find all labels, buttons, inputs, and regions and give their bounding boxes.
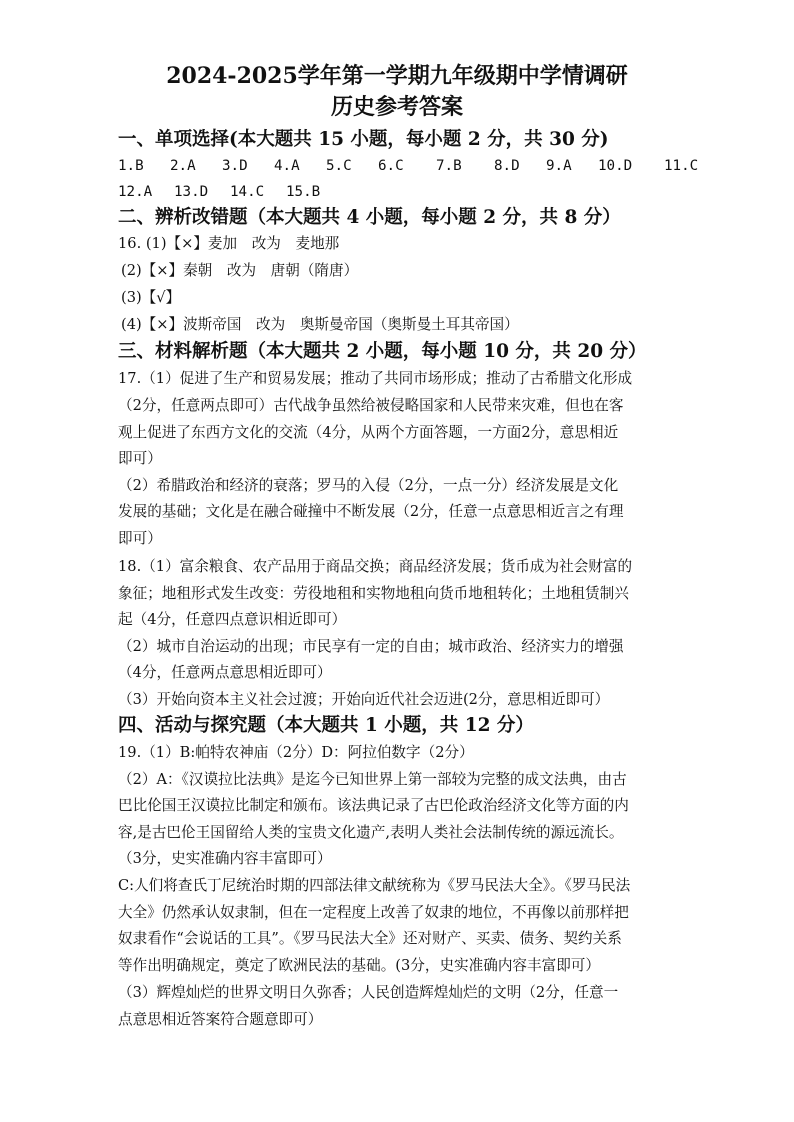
section4-line: （3分，史实准确内容丰富即可） [118,850,332,867]
section4-line: （2）A：《汉谟拉比法典》是迄今已知世界上第一部较为完整的成文法典，由古 [118,771,627,788]
section4-line: 点意思相近答案符合题意即可） [118,1011,323,1028]
section3-line: 观上促进了东西方文化的交流（4分，从两个方面答题，一方面2分，意思相近 [118,424,619,441]
section4-line: 大全》仍然承认奴隶制，但在一定程度上改善了奴隶的地位，不再像以前那样把 [118,904,629,921]
section3-line: （3）开始向资本主义社会过渡；开始向近代社会迈进(2分，意思相近即可） [118,691,610,708]
answer-item: 1.B [118,158,144,174]
answer-item: 11.C [664,158,699,174]
answer-item: 4.A [274,158,300,174]
section3-line: 象征；地租形式发生改变：劳役地租和实物地租向货币地租转化；土地租赁制兴 [118,585,629,602]
answer-item: 7.B [436,158,462,174]
section3-line: 发展的基础；文化是在融合碰撞中不断发展（2分，任意一点意思相近言之有理 [118,503,624,520]
answer-item: 5.C [326,158,352,174]
section3-line: 18.（1）富余粮食、农产品用于商品交换；商品经济发展；货币成为社会财富的 [118,558,633,575]
section3-line: （2）城市自治运动的出现；市民享有一定的自由；城市政治、经济实力的增强 [118,638,624,655]
section2-line: (4)【×】波斯帝国 改为 奥斯曼帝国（奥斯曼土耳其帝国） [121,316,519,333]
section4-heading: 四、活动与探究题（本大题共 1 小题，共 12 分） [118,715,534,736]
answers-row-2 [118,182,342,202]
section3-line: （4分，任意两点意思相近即可） [118,664,332,681]
section4-line: （3）辉煌灿烂的世界文明日久弥香；人民创造辉煌灿烂的文明（2分，任意一 [118,984,619,1001]
section2-line: 16. (1)【×】麦加 改为 麦地那 [118,235,340,252]
section2-heading: 二、辨析改错题（本大题共 4 小题，每小题 2 分，共 8 分） [118,207,621,228]
section3-line: 即可） [118,450,162,467]
section2-line: (3)【√】 [121,289,181,306]
section4-line: 容,是古巴伦王国留给人类的宝贵文化遗产,表明人类社会法制传统的源远流长。 [118,824,624,841]
section3-line: 17.（1）促进了生产和贸易发展；推动了共同市场形成；推动了古希腊文化形成 [118,370,633,387]
section3-heading: 三、材料解析题（本大题共 2 小题，每小题 10 分，共 20 分） [118,341,647,362]
section4-line: 等作出明确规定，奠定了欧洲民法的基础。(3分，史实准确内容丰富即可） [118,957,600,974]
document-subtitle: 历史参考答案 [330,94,463,120]
section4-line: 19.（1）B:帕特农神庙（2分）D：阿拉伯数字（2分） [118,744,474,761]
section3-line: （2分，任意两点即可）古代战争虽然给被侵略国家和人民带来灾难，但也在客 [118,397,624,414]
answers-row-1 [118,156,698,176]
answer-item: 12.A [118,184,153,200]
section4-line: 奴隶看作“会说话的工具”。《罗马民法大全》还对财产、买卖、债务、契约关系 [118,930,622,947]
document-title: 2024-2025学年第一学期九年级期中学情调研 [166,63,628,89]
answer-item: 9.A [546,158,572,174]
section4-line: 巴比伦国王汉谟拉比制定和颁布。该法典记录了古巴伦政治经济文化等方面的内 [118,797,629,814]
section3-line: 起（4分，任意四点意识相近即可） [118,611,347,628]
answer-item: 6.C [378,158,404,174]
answer-item: 10.D [598,158,633,174]
section3-line: 即可） [118,530,162,547]
section3-line: （2）希腊政治和经济的衰落；罗马的入侵（2分，一点一分）经济发展是文化 [118,477,619,494]
answer-item: 13.D [174,184,209,200]
section4-line: C:人们将查氏丁尼统治时期的四部法律文献统称为《罗马民法大全》。《罗马民法 [118,877,631,894]
answer-item: 2.A [170,158,196,174]
answer-item: 3.D [222,158,248,174]
answer-item: 15.B [286,184,321,200]
answer-item: 8.D [494,158,520,174]
section1-heading: 一、单项选择(本大题共 15 小题，每小题 2 分，共 30 分) [118,129,609,150]
section2-line: (2)【×】秦朝 改为 唐朝（隋唐） [121,262,359,279]
answer-item: 14.C [230,184,265,200]
